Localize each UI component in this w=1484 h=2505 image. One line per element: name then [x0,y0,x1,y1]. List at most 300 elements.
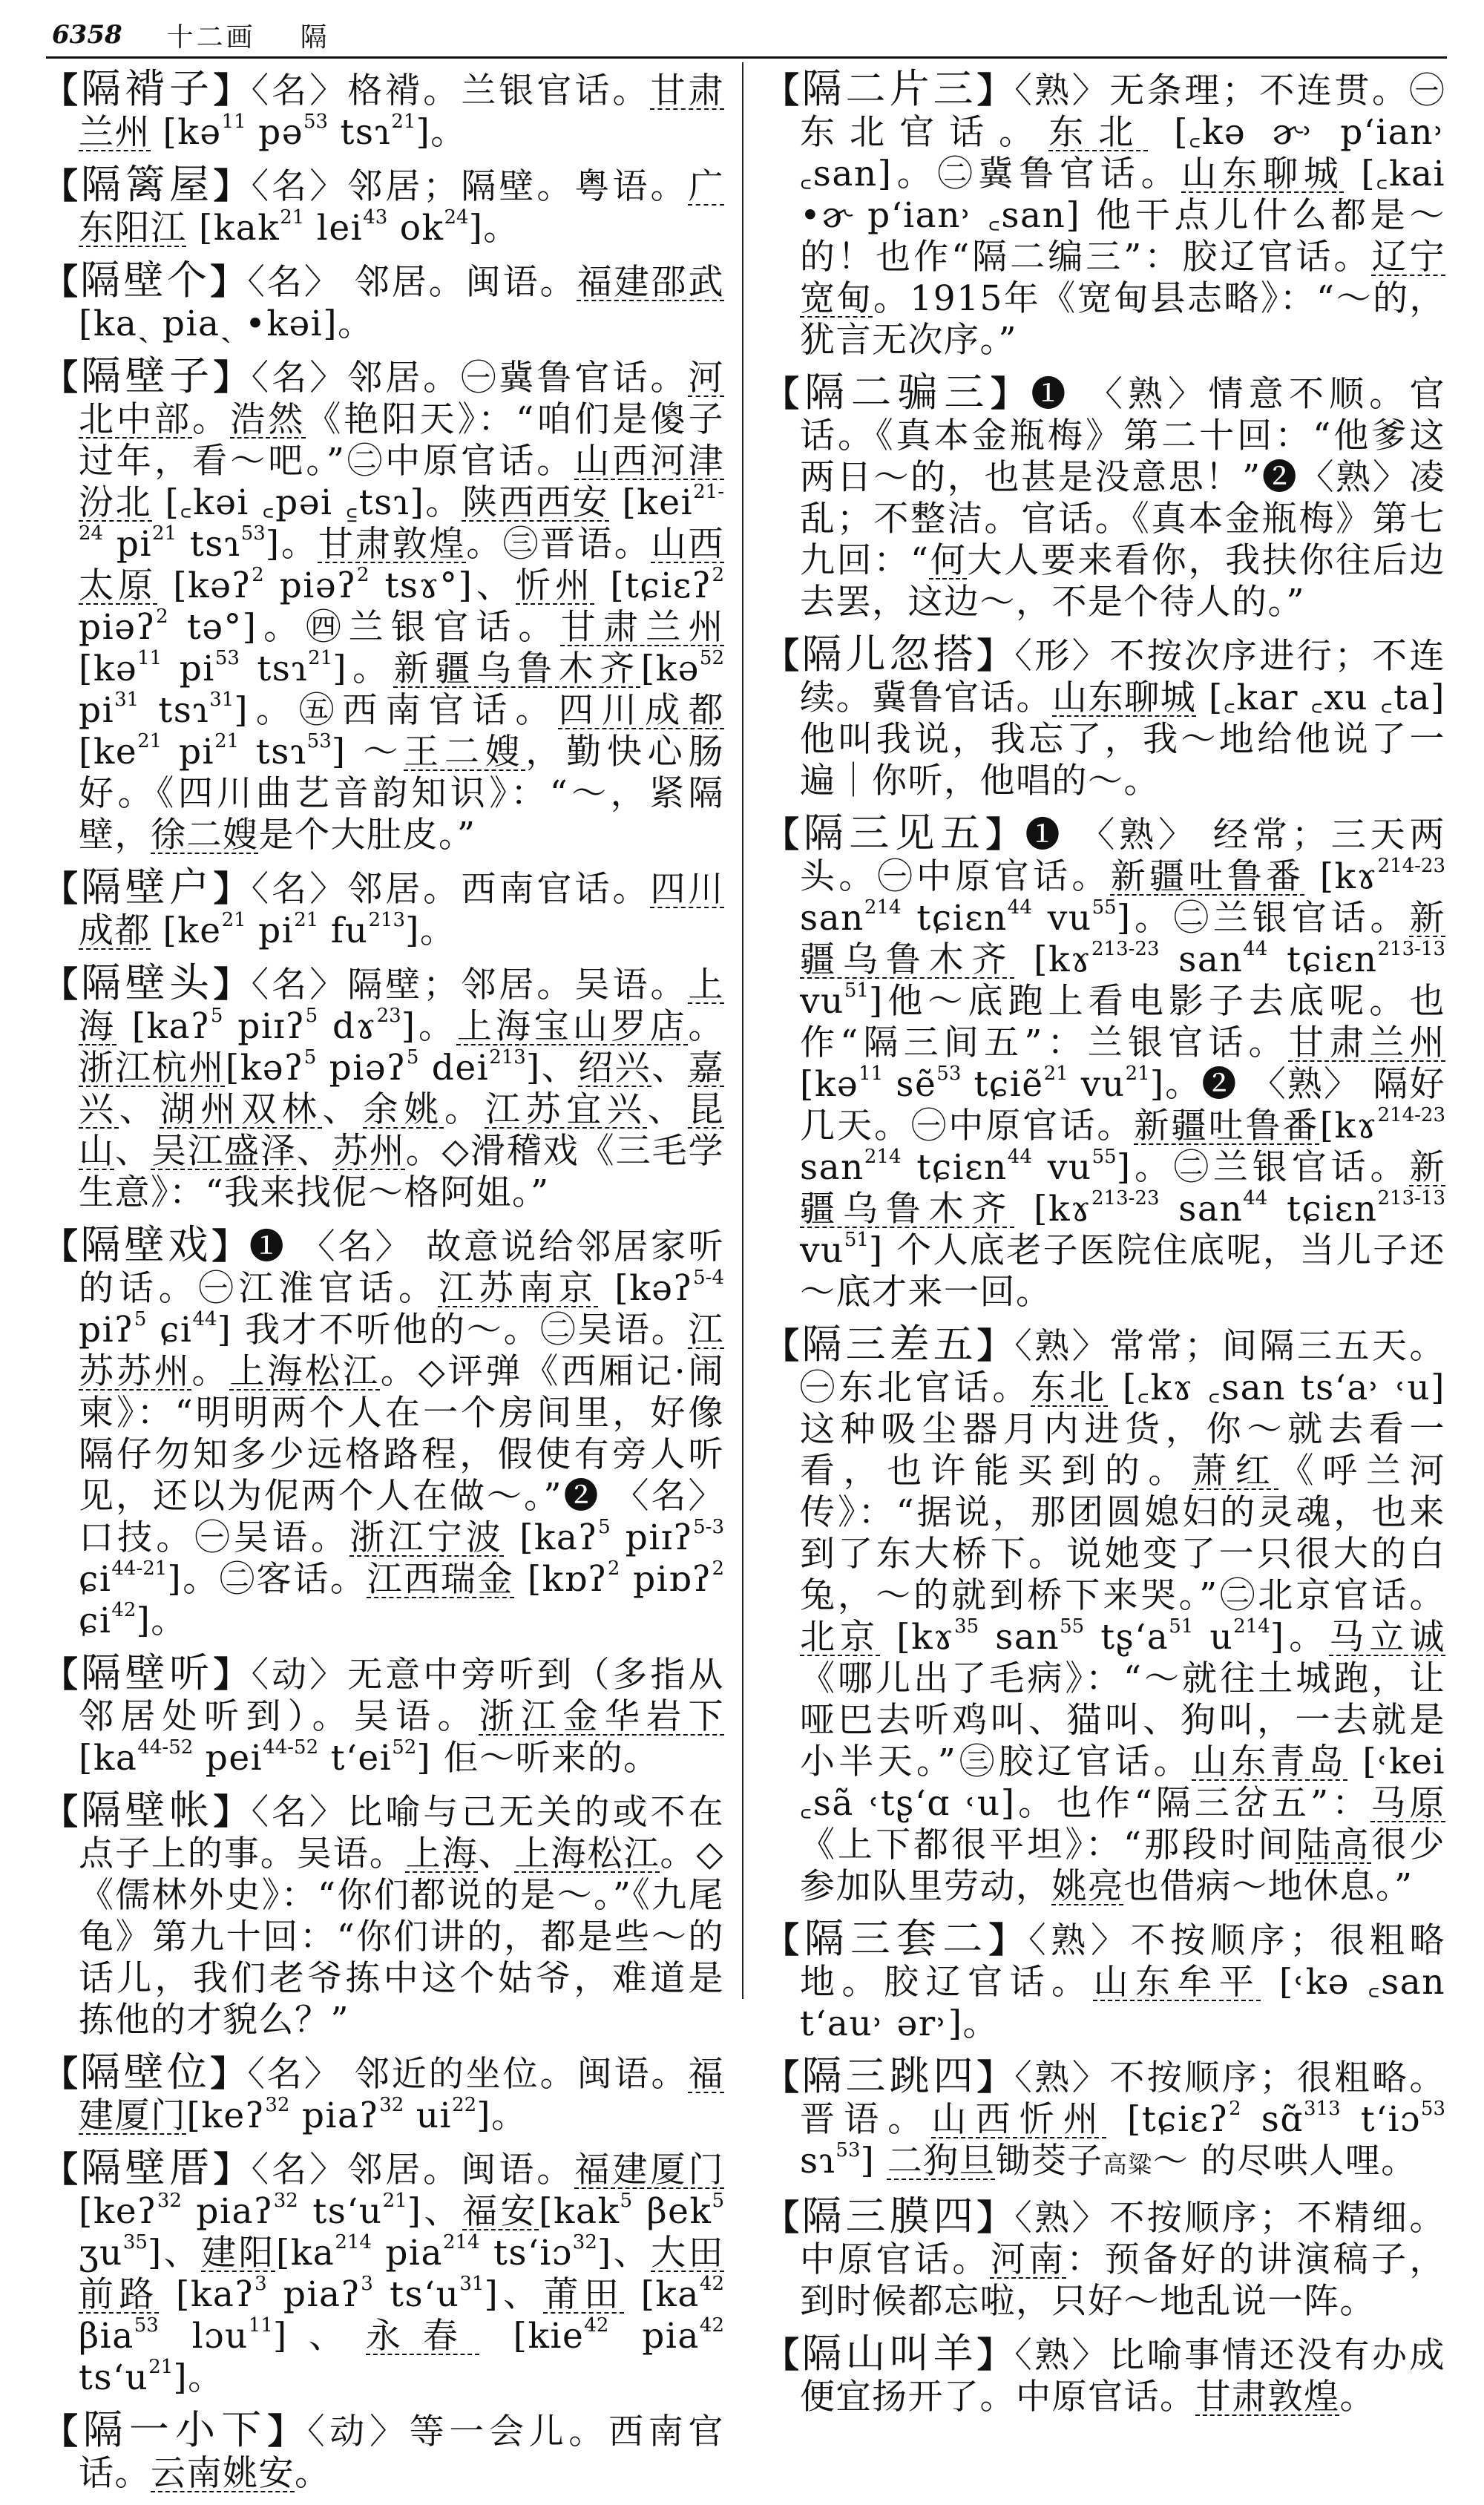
entry-text: ]。㊁兰银官话。 [1116,898,1410,939]
bracket-close: 】 [976,1326,1015,1367]
bracket-open: 【 [43,965,82,1005]
entry-text: pi [103,524,153,565]
place-name: 山东青岛 [1192,1741,1348,1782]
entry-text: tsʻiɔ [479,2233,573,2273]
place-name: 新疆乌鲁木齐 [800,1147,1445,1229]
bracket-close: 】 [213,1792,252,1833]
entry-headword: 隔二片三 [801,65,977,112]
place-name: 甘肃兰州 [560,607,725,648]
place-name: 浙江宁波 [349,1517,505,1558]
tone-number: 21 [1125,1063,1150,1085]
entry-text: 。㊂晋语。 [466,524,651,565]
entry-text: 、 [296,1131,333,1172]
tone-number: 213 [489,1046,526,1068]
entry-text: ]。 [476,2095,528,2136]
place-name: 陕西西安 [462,482,609,523]
place-name: 上海松江 [229,1351,381,1392]
tone-number: 5-3 [693,1516,725,1538]
tone-number: 31 [459,2273,485,2295]
entry-text: tʂʻa [1084,1617,1169,1658]
bracket-close: 】 [213,70,252,111]
entry-text: [ka [79,1738,138,1779]
entry-text: ui [404,2095,453,2136]
tone-number: 42 [584,2314,609,2337]
entry-text: [kɤ [880,1617,955,1658]
tone-number: 35 [954,1615,979,1638]
tone-number: 53 [240,522,266,545]
tone-number: 214 [335,2231,372,2253]
entry-text: [ka [624,2274,700,2315]
entry-text: 。 [1339,2377,1376,2417]
tone-number: 32 [572,2231,597,2253]
tone-number: 11 [248,2314,273,2337]
entry-text: [kəʔ [225,1048,304,1089]
column-divider [742,62,743,1999]
bracket-open: 【 [764,2335,802,2376]
tone-number: 21 [308,647,333,669]
bracket-close: 】 [988,1920,1029,1961]
entry-headword: 隔壁个 [79,257,211,303]
bracket-open: 【 [43,869,82,910]
bracket-close: 】 [976,70,1015,111]
entry-text: 、 [647,1089,689,1130]
tone-number: 214-23 [1377,855,1446,877]
entry-text: [kak [539,2191,620,2232]
entry-text: [kə [640,649,700,689]
tone-number: 21 [294,909,319,931]
entry-text: 〈熟〉不按顺序；不精细。中原官话。 [800,2198,1446,2280]
dictionary-entry [764,2193,1446,2322]
tone-number: 51 [844,979,869,1002]
entry-headword: 隔三套二 [804,1915,989,1962]
tone-number: 213-13 [1377,938,1445,960]
tone-number: 213-23 [1091,1187,1160,1209]
entry-text: [kaʔ [116,1006,211,1047]
bracket-close: 】 [976,2335,1015,2376]
entry-text: tsʻu [372,2274,460,2315]
bracket-open: 【 [43,70,82,111]
place-name: 吴江盛泽 [151,1131,297,1172]
place-name: 上海宝山罗店 [456,1006,689,1047]
entry-text: tʻei [318,1738,393,1779]
place-name: 余姚 [363,1089,444,1130]
entry-text: tsɿ [139,690,210,731]
tone-number: 5 [210,1005,223,1027]
entry-text: tɕiɛn [1267,939,1378,980]
entry-text: ]、 [525,1048,579,1089]
tone-number: 44 [192,1308,217,1330]
entry-text: ]。 [173,2357,224,2398]
entry-text: sẽ [883,1064,937,1105]
entry-text: [꜀kəi ꜀pəi ꜁tsɿ]。 [152,482,462,523]
tone-number: 214 [442,2231,480,2253]
place-name: 山西河津汾北 [79,441,724,523]
tone-number: 22 [452,2094,477,2116]
dictionary-entry [43,161,725,249]
entry-text: 、 [651,1048,689,1089]
entry-text: piʔ [79,1310,134,1350]
tone-number: 213 [368,909,406,931]
tone-number: 55 [1091,896,1117,919]
entry-text: ]、 [407,2191,463,2232]
entry-headword: 隔山叫羊 [801,2330,977,2377]
entry-text: sɿ [800,2141,836,2181]
entry-headword: 隔二骗三 [804,369,991,416]
entry-text: 〈名〉隔壁；邻居。吴语。 [251,965,689,1005]
entry-text: ]。 [416,112,467,153]
bracket-open: 【 [764,70,802,111]
bracket-close: 】 [213,358,252,398]
entry-text: pi [162,649,215,689]
place-name: 江苏南京 [438,1268,599,1309]
entry-headword: 隔褙子 [81,65,214,112]
left-column [43,65,725,2505]
tone-number: 53 [1420,2098,1446,2120]
tone-number: 53 [936,1063,962,1085]
entry-text: 〈名〉 邻近的坐位。闽语。 [247,2054,689,2095]
entry-text: ]、 [272,2316,367,2357]
entry-text: ]。㊁客话。 [167,1559,367,1600]
tone-number: 5 [305,1005,318,1027]
right-column [764,65,1446,2429]
place-name: 河北中部 [79,358,725,440]
tone-number: 5 [303,1046,317,1068]
tone-number: 5 [712,2190,725,2212]
entry-text: dɤ [318,1006,377,1047]
entry-text: 。 [295,2453,331,2494]
entry-text: [˓kə ꜀san tʻau˒ ər˒]。 [800,1962,1446,2044]
entry-text: tsʻu [298,2191,383,2232]
entry-text: piaʔ [289,2095,380,2136]
tone-number: 51 [1169,1615,1194,1638]
entry-headword: 隔壁戏 [80,1221,212,1268]
entry-headword: 隔三跳四 [801,2052,977,2099]
entry-text: tsɿ [239,649,309,689]
tone-number: 44-52 [137,1736,194,1759]
entry-text: 〈动〉等一会儿。西南官话。 [79,2412,724,2494]
entry-text: 《哪儿出了毛病》：“～就往土城跑，让哑巴去听鸡叫、猫叫、狗叫，一去就是小半天。”㊂胶辽官话。 [800,1658,1445,1782]
bracket-open: 【 [764,2058,802,2098]
gloss-note: 高粱 [1103,2150,1153,2179]
tone-number: 2 [712,564,725,586]
bracket-open: 【 [764,2198,802,2239]
entry-headword: 隔壁头 [81,959,214,1006]
entry-headword: 隔篱屋 [81,161,214,208]
tone-number: 11 [221,111,246,133]
entry-text: ❶ 〈名〉 故意说给邻居家听的话。㊀江淮官话。 [79,1227,725,1309]
entry-text: piɒʔ [620,1559,712,1600]
entry-text: san [1159,1189,1244,1229]
entry-text: [tɕiɛʔ [1106,2099,1229,2140]
entry-text: tsʻu [79,2357,149,2398]
place-name: 山西忻州 [931,2099,1107,2140]
place-name: 山东聊城 [1052,677,1197,718]
entry-text: [ke [79,732,138,772]
radical-character: 隔 [300,22,327,53]
tone-number: 2 [1229,2098,1241,2120]
entry-text: [kɤ [1304,856,1378,897]
tone-number: 21 [152,522,177,545]
tone-number: 52 [392,1736,417,1759]
entry-text: ] [860,2141,887,2181]
entry-text: [kə [800,1064,859,1105]
tone-number: 2 [252,564,264,586]
entry-text: san [1159,939,1244,980]
entry-text: ]。 [1270,1617,1330,1658]
place-name: 建阳 [201,2233,276,2273]
tone-number: 5 [406,1046,419,1068]
tone-number: 44 [1007,896,1032,919]
entry-headword: 隔壁位 [79,2049,211,2095]
place-name: 湖州双林 [160,1089,323,1130]
place-name: 江苏苏州 [79,1310,724,1392]
bracket-close: 】 [985,815,1025,856]
entry-text: ]。 [332,649,394,689]
place-name: 徐二嫂 [151,815,259,856]
entry-text: ]、 [597,2233,651,2273]
tone-number: 35 [122,2231,148,2253]
entry-text: tsɿ [177,524,241,565]
tone-number: 313 [1304,2098,1341,2120]
entry-text: ] ～ [331,732,404,772]
entry-text: 《艳阳天》：“咱们是傻子过年，看～吧。”㊁中原官话。 [79,399,725,482]
entry-text: 锄茭子 [995,2141,1103,2181]
tone-number: 21 [148,2356,174,2378]
tone-number: 42 [699,2314,724,2337]
entry-text: 。 [192,399,231,440]
entry-text: 很少参加队里劳动， [800,1825,1446,1907]
place-name: 莆田 [543,2274,625,2315]
dictionary-entry [764,2052,1446,2185]
entry-headword: 隔三膜四 [801,2193,977,2239]
entry-text: tsɿ [239,732,307,772]
entry-text: 。◇《儒林外史》：“你们都说的是～。”《九尾龟》第九十回：“你们讲的，都是些～的话儿，我们老爷拣中这个姑爷，难道是拣他的才貌么？” [79,1833,725,2041]
dictionary-entry [764,1321,1446,1908]
tone-number: 21 [280,206,305,229]
entry-headword: 隔三见五 [803,810,986,856]
entry-text: ～ 的尽哄人哩。 [1152,2141,1417,2181]
entry-text: 。◇评弹《西厢记·闹柬》：“明明两个人在一个房间里，好像隔仔勿知多少远格路程，假使有旁人听见，还以为伲两个人在做～。”❷ 〈名〉 口技。㊀吴语。 [79,1351,725,1558]
entry-text: tɕiẽ [961,1064,1044,1105]
entry-text: ] 我才不听他的～。㊁吴语。 [217,1310,689,1350]
entry-text: pə [246,112,304,153]
tone-number: 5 [134,1308,147,1330]
entry-text: ]。 [468,208,519,249]
entry-text: [tɕiɛʔ [594,565,712,606]
entry-text: 〈熟〉不按顺序；很粗略。晋语。 [800,2058,1446,2140]
entry-text: dei [418,1048,490,1089]
entry-text: pia [371,2233,443,2273]
entry-text: [˓kei ꜀sã ˓tʂʻɑ ˓u]。也作“隔三岔五”： [800,1741,1446,1824]
place-name: 山西太原 [79,524,725,606]
place-name: 萧红 [1192,1451,1279,1491]
place-name: 甘肃兰州 [1288,1022,1446,1063]
place-name: 河南 [990,2239,1067,2280]
tone-number: 21-24 [79,481,724,545]
entry-text: ]。㊁兰银官话。 [1116,1147,1410,1188]
entry-text: ɕi [79,1559,112,1600]
entry-text: [꜀kɤ ꜀san tsʻa˒ ˓u] 这种吸尘器月内进货，你～就去看一看，也许能买到的。 [800,1368,1446,1491]
entry-text: 〈熟〉无条理；不连贯。㊀东北官话。 [800,70,1446,153]
tone-number: 43 [363,206,388,229]
dictionary-entry [764,812,1445,1313]
entry-text: ]、 [147,2233,202,2273]
place-name: 江苏宜兴 [485,1089,648,1130]
place-name: 新疆乌鲁木齐 [800,898,1445,980]
entry-text: 〈名〉邻居。西南官话。 [251,869,651,910]
bracket-close: 】 [211,1227,249,1267]
tone-number: 31 [209,689,234,711]
entry-text: 〈名〉邻居。闽语。 [251,2150,575,2190]
place-name: 东北 [1048,112,1149,153]
bracket-open: 【 [43,262,80,303]
bracket-close: 】 [267,2412,308,2452]
entry-text: vu [800,1230,844,1271]
entry-text: ]他～底跑上看电影子去底呢。也作“隔三间五”：兰银官话。 [800,981,1445,1063]
entry-text: 。1915年《宽甸县志略》：“～的，犹言无次序。” [800,278,1445,361]
tone-number: 53 [306,730,332,752]
place-name: 浙江杭州 [79,1048,226,1089]
tone-number: 32 [157,2190,182,2212]
entry-text: pi [162,732,215,772]
entry-headword: 隔壁厝 [81,2144,214,2191]
bracket-close: 】 [210,2054,248,2095]
entry-text: [꜀kai •ɚ pʻian˒ ꜀san] 他干点儿什么都是～的！也作“隔二编三”：胶辽官话。 [800,154,1445,278]
bracket-open: 【 [43,2054,80,2095]
bracket-open: 【 [764,374,805,415]
entry-text: piəʔ [263,565,357,606]
dictionary-entry [43,1221,725,1642]
tone-number: 3 [255,2273,267,2295]
entry-text: βia [79,2316,134,2357]
entry-text: 。◇滑稽戏《三毛学生意》：“我来找伲～格阿姐。” [79,1131,725,1213]
place-name: 甘肃兰州 [79,70,725,153]
dictionary-entry [43,2144,725,2399]
entry-text: [kaˏ piaˏ •kəi]。 [79,303,374,344]
tone-number: 32 [273,2190,298,2212]
entry-text: [kəʔ [157,565,252,606]
entry-text: [kaʔ [504,1517,599,1558]
place-name: 山东聊城 [1181,154,1345,194]
entry-text: [kɤ [1014,939,1091,980]
tone-number: 2 [156,605,168,628]
entry-text: ，勤快心肠好。《四川曲艺音韵知识》：“～，紧隔壁， [79,732,725,856]
entry-text: [kaʔ [159,2274,255,2315]
entry-text: ] 佢～听来的。 [416,1738,660,1779]
tone-number: 214 [1233,1615,1270,1638]
tone-number: 21 [1043,1063,1068,1085]
tone-number: 3 [361,2273,373,2295]
tone-number: 53 [303,111,329,133]
tone-number: 2 [607,1557,620,1580]
place-name: 福安 [462,2191,539,2232]
tone-number: 53 [835,2139,861,2161]
dictionary-entry [43,352,725,856]
entry-text: [꜀kə ɚ˒ pʻian˒ ꜀san]。㊁冀鲁官话。 [800,112,1446,194]
tone-number: 44 [1243,1187,1268,1209]
dictionary-entry [43,1649,725,1779]
place-name: 北京 [800,1617,881,1658]
place-name: 四川成都 [558,690,724,731]
dictionary-entry [43,2406,724,2495]
entry-text: 、 [322,1089,364,1130]
entry-text: ❶ 〈熟〉情意不顺。官话。《真本金瓶梅》第二十回：“他爹这两日～的，也甚是没意思！”❷〈熟〉凌乱；不整洁。官话。《真本金瓶梅》第七九回：“ [800,374,1446,581]
entry-text: 。 [444,1089,485,1130]
entry-text: fu [318,910,369,951]
tone-number: 51 [844,1229,869,1251]
entry-text: 〈形〉不按次序进行；不连续。冀鲁官话。 [800,636,1446,718]
place-name: 云南姚安 [151,2453,295,2494]
entry-text: 《上下都很平坦》：“那段时间 [800,1825,1296,1865]
entry-text: san [979,1617,1060,1658]
entry-text: [kak [186,208,280,249]
entry-text: [keʔ [79,2191,157,2232]
entry-text: piaʔ [181,2191,274,2232]
entry-text: ] 个人底老子医院住底呢，当儿子还～底才来一回。 [800,1230,1445,1313]
bracket-close: 】 [213,166,252,207]
dictionary-entry [764,2330,1446,2418]
bracket-open: 【 [764,815,804,856]
bracket-open: 【 [764,1326,802,1367]
place-name: 永春 [366,2316,480,2357]
tone-number: 11 [858,1063,884,1085]
dictionary-entry [43,65,725,154]
place-name: 山东牟平 [1093,1962,1261,2003]
entry-text: piəʔ [316,1048,407,1089]
entry-text: san [800,1147,864,1188]
entry-text: ɕi [146,1310,193,1350]
place-name: 辽宁宽甸 [800,237,1445,319]
entry-text: 也借病～地休息。” [1123,1866,1414,1907]
tone-number: 53 [134,2314,159,2337]
entry-text: 〈名〉 邻居。闽语。 [247,262,577,303]
place-name: 福建邵武 [577,262,725,303]
entry-text: tɕiɛn [1267,1189,1378,1229]
place-name: 马原 [1370,1783,1445,1824]
entry-text: 〈名〉格褙。兰银官话。 [251,70,651,111]
entry-text: pei [193,1738,263,1779]
place-name: 福建厦门 [79,2054,725,2136]
entry-text: piaʔ [266,2274,361,2315]
page-number: 6358 [52,20,122,50]
entry-text: [꜀kar ꜀xu ꜀ta] 他叫我说，我忘了，我～地给他说了一遍｜你听，他唱的～。 [800,677,1446,801]
entry-text: vu [1031,1147,1092,1188]
dictionary-entry [764,1915,1446,2045]
entry-text: βek [632,2191,712,2232]
bracket-close: 】 [976,2058,1015,2098]
bracket-close: 】 [210,262,248,303]
dictionary-entry [764,631,1446,802]
entry-text: 、 [478,1833,515,1874]
place-name: 福建厦门 [574,2150,725,2190]
tone-number: 32 [379,2094,404,2116]
place-name: 二狗旦 [887,2141,996,2181]
bracket-close: 】 [213,2150,252,2190]
bracket-open: 【 [43,166,82,207]
entry-text: lɔu [158,2316,249,2357]
dictionary-entry [43,257,725,345]
tone-number: 55 [1091,1146,1117,1168]
entry-headword: 隔壁子 [81,352,214,399]
tone-number: 213-23 [1091,938,1160,960]
entry-text: 〈名〉邻居。㊀冀鲁官话。 [251,358,689,398]
entry-text: u [1193,1617,1234,1658]
tone-number: 23 [376,1005,401,1027]
entry-text: ]。 [401,1006,457,1047]
entry-text: lei [304,208,364,249]
place-name: 王二嫂 [404,732,526,772]
entry-headword: 隔壁帐 [81,1787,214,1833]
